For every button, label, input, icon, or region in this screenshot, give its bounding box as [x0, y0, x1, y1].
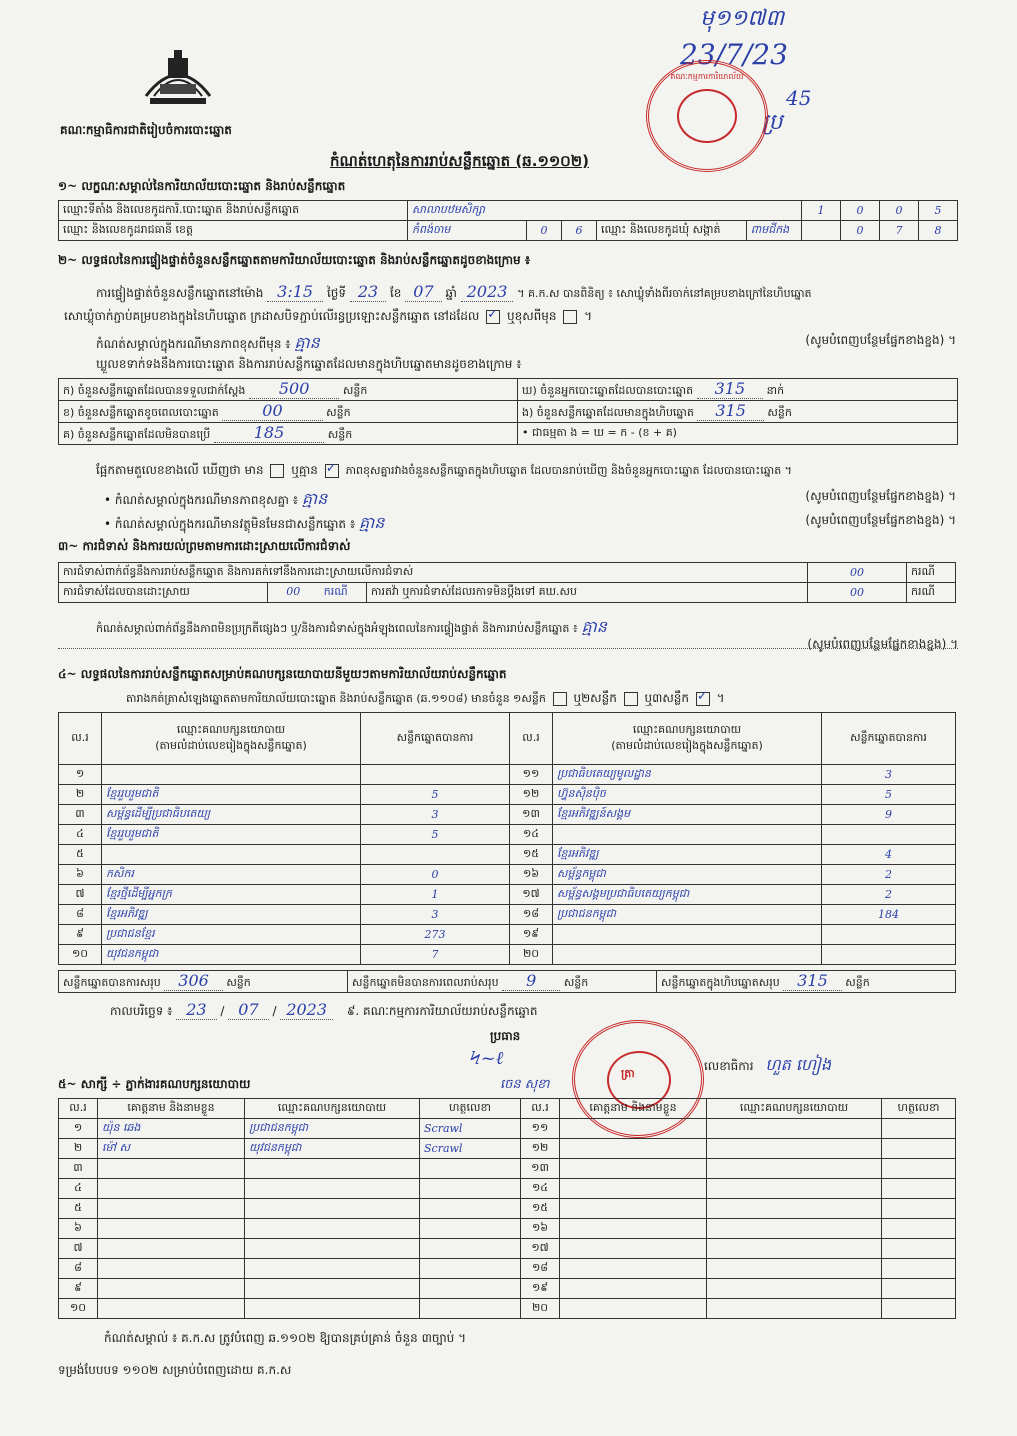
- table-row: ៤ ខ្មែររួបរួមជាតិ 5 ១៤: [59, 825, 956, 845]
- note-irregularities: កំណត់សម្គាល់ពាក់ព័ន្ធនឹងភាពមិនប្រក្រតីផ្សេងៗ ឬ/និងការជំទាស់ក្នុងអំឡុងពេលនៃការផ្ទៀងផ្ទាត់ និងការរាប់សន្លឹកឆ្នោត ៖ គ្មាន: [96, 617, 607, 636]
- site-code-digit: 0: [841, 201, 880, 221]
- province-label: ឈ្មោះ និងលេខកូដរាជធានី ខេត្ត: [59, 221, 408, 241]
- totals-table: សន្លឹកឆ្នោតបានការសរុប 306 សន្លឹក សន្លឹកឆ្នោតមិនបានការពេលរាប់សរុប 9 សន្លឹក សន្លឹកឆ្នោតក្នុងហិបឆ្នោតសរុប 315 សន្លឹក: [58, 970, 956, 993]
- note-foreign-object: • កំណត់សម្គាល់ក្នុងករណីមានវត្ថុមិនមែនជាសន្លឹកឆ្នោត ៖ គ្មាន (សូមបំពេញបន្ថែមផ្នែកខាងខ្នង) ។: [104, 513, 956, 532]
- section1-heading: ១~ លក្ខណៈសម្គាល់នៃការិយាល័យបោះឆ្នោត និងរាប់សន្លឹកឆ្នោត: [58, 179, 346, 193]
- commune-label: ឈ្មោះ និងលេខកូដឃុំ សង្កាត់: [597, 221, 747, 241]
- total-valid: 306: [164, 971, 223, 991]
- voters-count: 315: [697, 379, 764, 399]
- note-discrepancy: • កំណត់សម្គាល់ក្នុងករណីមានភាពខុសគ្នា ៖ គ្មាន (សូមបំពេញបន្ថែមផ្នែកខាងខ្នង) ។: [104, 489, 956, 508]
- resolved-count: 00 ករណី: [268, 583, 367, 603]
- objections-count: 00: [808, 563, 907, 583]
- discrepancy-yes-checkbox[interactable]: [270, 464, 284, 478]
- handwritten-code: មុ១១៧៣: [700, 6, 785, 31]
- two-sheet-checkbox[interactable]: [624, 692, 638, 706]
- commune-name: ពាមជីកង: [746, 221, 801, 241]
- table-row: ១០ យុវជនកម្ពុជា 7 ២០: [59, 945, 956, 965]
- received-ballots: 500: [249, 379, 340, 399]
- chair-name: ចេន សុខា: [500, 1077, 550, 1092]
- table-row: ២ ខ្មែររួបរួមជាតិ 5 ១២ ហ្វ៊ុនស៊ិនប៉ិច 5: [59, 785, 956, 805]
- verify-year: 2023: [461, 282, 514, 302]
- unresolved-count: 00: [808, 583, 907, 603]
- site-code-digit: 5: [919, 201, 958, 221]
- verification-line1: ការផ្ទៀងផ្ទាត់ចំនួនសន្លឹកឆ្នោតនៅម៉ោង 3:15 ថ្ងៃទី 23 ខែ 07 ឆ្នាំ 2023 ។ គ.ក.ស បានពិនិត្យ ៖ សោឃ្លុំទាំងពីរចាក់នៅគម្របខាងក្រៅនៃហិបឆ្នោត: [96, 282, 812, 301]
- ballot-counts-table: ក) ចំនួនសន្លឹកឆ្នោតដែលបានទទួលជាក់ស្តែង 500 សន្លឹក ឃ) ចំនួនអ្នកបោះឆ្នោតដែលបានបោះឆ្នោត 315 នាក់ ខ) ចំនួនសន្លឹកឆ្នោតខូចពេលបោះឆ្នោត 00 សន្លឹក ង) ចំនួនសន្លឹកឆ្នោតដែលមានក្នុងហិបឆ្នោត 315 សន្លឹក គ) ចំនួនសន្លឹកឆ្នោតដែលមិនបានប្រើ 185 សន្លឹក • ជាធម្មតា ង = ឃ = ក - (ខ + គ): [58, 378, 958, 445]
- table-row: ៩ ប្រជាជនខ្មែរ 273 ១៩: [59, 925, 956, 945]
- unused-ballots: 185: [214, 423, 325, 443]
- site-code-digit: 1: [802, 201, 841, 221]
- chair-signature: Ϟ~ℓ: [470, 1048, 504, 1069]
- sheet-count-line: តារាងកត់ត្រាសំឡេងឆ្នោតតាមការិយាល័យបោះឆ្នោត និងរាប់សន្លឹកឆ្នោត (ឆ.១១០៨) មានចំនួន ១សន្លឹក ឬ២សន្លឹក ឬ៣សន្លឹក ✓ ។: [126, 690, 725, 708]
- commune-code-digit: 0: [841, 221, 880, 241]
- changed-checkbox[interactable]: [563, 310, 577, 324]
- discrepancy-no-checkbox[interactable]: [325, 464, 339, 478]
- witness-table: ល.រ គោត្តនាម និងនាមខ្លួន ឈ្មោះគណបក្សនយោបាយ ហត្ថលេខា ល.រ គោត្តនាម និងនាមខ្លួន ឈ្មោះគណបក្សនយោបាយ ហត្ថលេខា ១ យ៉ុន ឆេង ប្រជាជនកម្ពុជា Scrawl ១១ ២ ម៉ៅ ស យុវជនកម្ពុជា Scrawl ១២ ៣ ១៣ ៤ ១៤ ៥ ១៥ ៦ ១៦ ៧ ១៧ ៨ ១៨ ៩ ១៩ ១០ ២០: [58, 1098, 956, 1319]
- total-invalid: 9: [502, 971, 560, 991]
- section4-heading: ៤~ លទ្ធផលនៃការរាប់សន្លឹកឆ្នោតសម្រាប់គណបក្សនយោបាយនីមួយៗតាមការិយាល័យរាប់សន្លឹកឆ្នោត: [58, 667, 507, 681]
- nec-logo-icon: [140, 48, 216, 112]
- secretary-line: លេខាធិការ ហួត ហៀង: [704, 1055, 832, 1074]
- date-line: កាលបរិច្ឆេទ ៖ 23 / 07 / 2023 ៩. គណៈកម្មការការិយាល័យរាប់សន្លឹកឆ្នោត: [110, 1000, 538, 1019]
- table-row: ៥ ១៥ ខ្មែរអភិវឌ្ឍ 4: [59, 845, 956, 865]
- one-sheet-checkbox[interactable]: [553, 692, 567, 706]
- verify-day: 23: [350, 282, 386, 302]
- province-code-digit: 6: [562, 221, 597, 241]
- site-name: សាលាបឋមសិក្សា: [408, 201, 802, 221]
- official-stamp-center: ត្រា: [572, 1020, 704, 1138]
- table-row: ៨ ខ្មែរអភិវឌ្ឍ 3 ១៨ ប្រជាជនកម្ពុជា 184: [59, 905, 956, 925]
- note1-value: គ្មាន: [294, 333, 320, 352]
- dotted-line: (សូមបំពេញបន្ថែមផ្នែកខាងខ្នង) ។: [58, 636, 958, 649]
- section5-heading: ៥~ សាក្សី ÷ ភ្នាក់ងារគណបក្សនយោបាយ: [58, 1077, 251, 1091]
- section3-heading: ៣~ ការជំទាស់ និងការយល់ព្រមតាមការដោះស្រាយលើការជំទាស់: [58, 539, 351, 553]
- form-title: កំណត់ហេតុនៃការរាប់សន្លឹកឆ្នោត (ឆ.១១០២): [330, 152, 590, 170]
- site-label: ឈ្មោះទីតាំង និងលេខកូដការិ.បោះឆ្នោត និងរាប់សន្លឹកឆ្នោត: [59, 201, 408, 221]
- formula: • ជាធម្មតា ង = ឃ = ក - (ខ + គ): [518, 423, 958, 445]
- table-row: ៦ កសិករ 0 ១៦ សម្ព័ន្ធកម្ពុជា 2: [59, 865, 956, 885]
- handwritten-sig: ប្រ: [762, 110, 783, 135]
- objections-table: ការជំទាស់ពាក់ព័ន្ធនឹងការរាប់សន្លឹកឆ្នោត និងការតក់ទៅនឹងការដោះស្រាយលើការជំទាស់ 00 ករណី ការជំទាស់ដែលបានដោះស្រាយ 00 ករណី ការតវ៉ា ឬការជំទាស់ដែលរកាទមិនប្តឹងទៅ គឃ.សប 00 ករណី: [58, 562, 956, 603]
- table-row: ៧ ខ្មែរថ្មីដើម្បីអ្នកក្រ 1 ១៧ សម្ព័ន្ធសង្គមប្រជាធិបតេយ្យកម្ពុជា 2: [59, 885, 956, 905]
- verify-time: 3:15: [267, 282, 323, 302]
- table-row: ៣ សម្ព័ន្ធដើម្បីប្រជាធិបតេយ្យ 3 ១៣ ខ្មែរអភិវឌ្ឍន៍សង្គម 9: [59, 805, 956, 825]
- commune-code-digit: 7: [880, 221, 919, 241]
- province-code-digit: 0: [527, 221, 562, 241]
- section2-heading: ២~ លទ្ធផលនៃការផ្ទៀងផ្ទាត់ចំនួនសន្លឹកឆ្នោតតាមការិយាល័យបោះឆ្នោត និងរាប់សន្លឹកឆ្នោតដូចខាងក្រោម ៖: [58, 253, 531, 267]
- table-row: ១ ១១ ប្រជាធិបតេយ្យមូលដ្ឋាន 3: [59, 765, 956, 785]
- form-code: ទម្រង់បែបបទ ១១០២ សម្រាប់បំពេញដោយ គ.ក.ស: [58, 1363, 292, 1377]
- ballot-intro: ឃ្លួលខទាក់ទងនឹងការបោះឆ្នោត និងការរាប់សន្លឹកឆ្នោតដែលមានក្នុងហិបឆ្នោតមានដូចខាងក្រោម ៖: [96, 357, 522, 371]
- org-name: គណៈកម្មាធិការជាតិរៀបចំការបោះឆ្នោត: [60, 123, 232, 137]
- section1-table: [58, 200, 958, 241]
- handwritten-time: 45: [786, 86, 812, 110]
- footnote: កំណត់សម្គាល់ ៖ គ.ក.ស ត្រូវបំពេញ ឆ.១១០២ ឱ្យបានគ្រប់គ្រាន់ ចំនួន ៣ច្បាប់ ។: [104, 1331, 466, 1345]
- verify-month: 07: [405, 282, 441, 302]
- discrepancy-line: ផ្អែកតាមតួលេខខាងលើ ឃើញថា មាន ឬគ្មាន ✓ ភាពខុសគ្នារវាងចំនួនសន្លឹកឆ្នោតក្នុងហិបឆ្នោត ដែលបានរាប់ឃើញ និងចំនួនអ្នកបោះឆ្នោត ដែលបានបោះឆ្នោត ។: [96, 462, 792, 480]
- box-ballots: 315: [697, 401, 764, 421]
- total-in-box: 315: [783, 971, 842, 991]
- secretary-name: ហួត ហៀង: [765, 1055, 832, 1074]
- spoiled-ballots: 00: [222, 401, 322, 421]
- results-table: ល.រ ឈ្មោះគណបក្សនយោបាយ (តាមលំដាប់លេខរៀងក្នុងសន្លឹកឆ្នោត) សន្លឹកឆ្នោតបានការ ល.រ ឈ្មោះគណបក្សនយោបាយ (តាមលំដាប់លេខរៀងក្នុងសន្លឹកឆ្នោត) សន្លឹកឆ្នោតបានការ ១ ១១ ប្រជាធិបតេយ្យមូលដ្ឋាន 3 ២ ខ្មែររួបរួមជាតិ 5 ១២ ហ្វ៊ុនស៊ិនប៉ិច 5 ៣ សម្ព័ន្ធដើម្បីប្រជាធិបតេយ្យ 3 ១៣ ខ្មែរអភិវឌ្ឍន៍សង្គម 9 ៤ ខ្មែររួបរួមជាតិ 5 ១៤ ៥ ១៥ ខ្មែរអភិវឌ្ឍ 4 ៦ កសិករ 0 ១៦ សម្ព័ន្ធកម្ពុជា 2 ៧ ខ្មែរថ្មីដើម្បីអ្នកក្រ 1 ១៧ សម្ព័ន្ធសង្គមប្រជាធិបតេយ្យកម្ពុជា 2 ៨ ខ្មែរអភិវឌ្ឍ 3 ១៨ ប្រជាជនកម្ពុជា 184 ៩ ប្រជាជនខ្មែរ 273 ១៩ ១០ យុវជនកម្ពុជា 7 ២០: [58, 712, 956, 965]
- handwritten-date: 23/7/23: [680, 38, 788, 71]
- official-stamp-top: គណៈកម្មការការិយាល័យ: [646, 60, 768, 172]
- note1-line: កំណត់សម្គាល់ក្នុងករណីមានភាពខុសពីមុន ៖ គ្មាន (សូមបំពេញបន្ថែមផ្នែកខាងខ្នង) ។: [96, 333, 956, 352]
- chair-title: ប្រធាន: [490, 1029, 521, 1043]
- verification-line2: សោឃ្លុំចាក់ភ្ជាប់គម្របខាងក្នុងនៃហិបឆ្នោត ក្រដាសបិទភ្ជាប់លើរន្ធប្រឡោះសន្លឹកឆ្នោត នៅដដែល ✓ ឬខុសពីមុន ។: [64, 308, 592, 326]
- province-name: កំពង់ចាម: [408, 221, 527, 241]
- site-code-digit: 0: [880, 201, 919, 221]
- unchanged-checkbox[interactable]: [486, 310, 500, 324]
- three-sheet-checkbox[interactable]: [696, 692, 710, 706]
- commune-code-digit: 8: [919, 221, 958, 241]
